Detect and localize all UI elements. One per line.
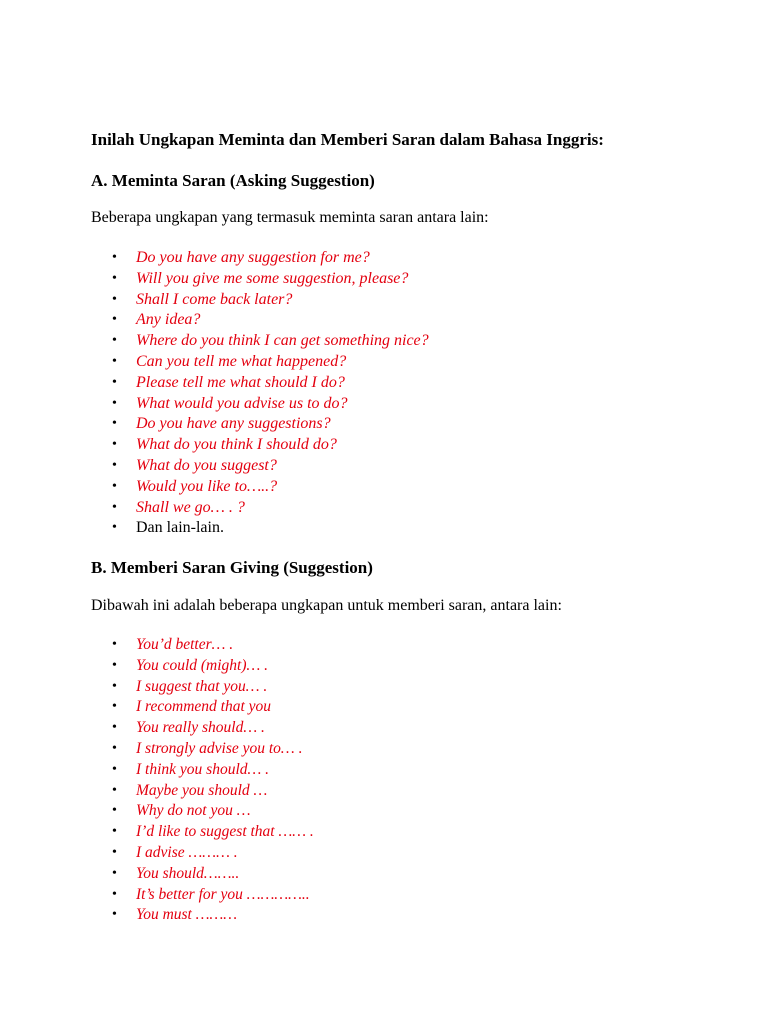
bullet-icon: • bbox=[112, 824, 117, 840]
bullet-icon: • bbox=[112, 333, 117, 349]
bullet-icon: • bbox=[112, 740, 117, 756]
bullet-icon: • bbox=[112, 395, 117, 411]
bullet-icon: • bbox=[112, 499, 117, 515]
bullet-icon: • bbox=[112, 437, 117, 453]
bullet-icon: • bbox=[112, 637, 117, 652]
bullet-icon: • bbox=[112, 457, 117, 473]
bullet-icon: • bbox=[112, 907, 117, 923]
section-a-heading: A. Meminta Saran (Asking Suggestion) bbox=[91, 171, 375, 190]
bullet-icon: • bbox=[112, 782, 117, 798]
bullet-icon: • bbox=[112, 478, 117, 494]
section-a-intro: Beberapa ungkapan yang termasuk meminta saran antara lain: bbox=[91, 209, 489, 226]
bullet-icon: • bbox=[112, 270, 117, 286]
bullet-icon: • bbox=[112, 886, 117, 902]
page-title: Inilah Ungkapan Meminta dan Memberi Saran dalam Bahasa Inggris: bbox=[91, 130, 604, 149]
document-page: Inilah Ungkapan Meminta dan Memberi Saran dalam Bahasa Inggris: A. Meminta Saran (Asking Suggestion) Beberapa ungkapan yang termasuk meminta saran antara lain: • Do you have any suggestion for me? • Will you give me some suggestion, please? • Shall I come back later? • Any idea? • Where do you think I can get something nice? • Can you tell me what happened? • Please tell me what should I do? • What would you advise us to do? • Do you have any suggestions? • What do you think I should do? • What do you suggest? • Would you like to…..? • Shall we go… . ? • Dan lain-lain. B. Memberi Saran Giving (Suggestion) Dibawah ini adalah beberapa ungkapan untuk memberi saran, antara lain: • You’d better… . • You could (might)… . • I suggest that you… . • I recommend that you • You really should… . • I strongly advise you to… . • I think you should… . • Maybe you should … • Why do not you … • I’d like to suggest that …… . • I advise ……… . • You should…….. • It’s better for you ………….. • You must ……… bbox=[0, 0, 768, 1024]
bullet-icon: • bbox=[112, 374, 117, 390]
bullet-icon: • bbox=[112, 353, 117, 369]
bullet-icon: • bbox=[112, 720, 117, 736]
section-b-intro: Dibawah ini adalah beberapa ungkapan untuk memberi saran, antara lain: bbox=[91, 597, 562, 614]
bullet-icon: • bbox=[112, 416, 117, 432]
bullet-icon: • bbox=[112, 844, 117, 860]
bullet-icon: • bbox=[112, 520, 117, 536]
bullet-icon: • bbox=[112, 657, 117, 673]
bullet-icon: • bbox=[112, 803, 117, 819]
bullet-icon: • bbox=[112, 250, 117, 265]
bullet-icon: • bbox=[112, 865, 117, 881]
bullet-icon: • bbox=[112, 761, 117, 777]
bullet-icon: • bbox=[112, 699, 117, 715]
bullet-icon: • bbox=[112, 678, 117, 694]
section-b-heading: B. Memberi Saran Giving (Suggestion) bbox=[91, 558, 373, 577]
bullet-icon: • bbox=[112, 312, 117, 328]
bullet-icon: • bbox=[112, 291, 117, 307]
